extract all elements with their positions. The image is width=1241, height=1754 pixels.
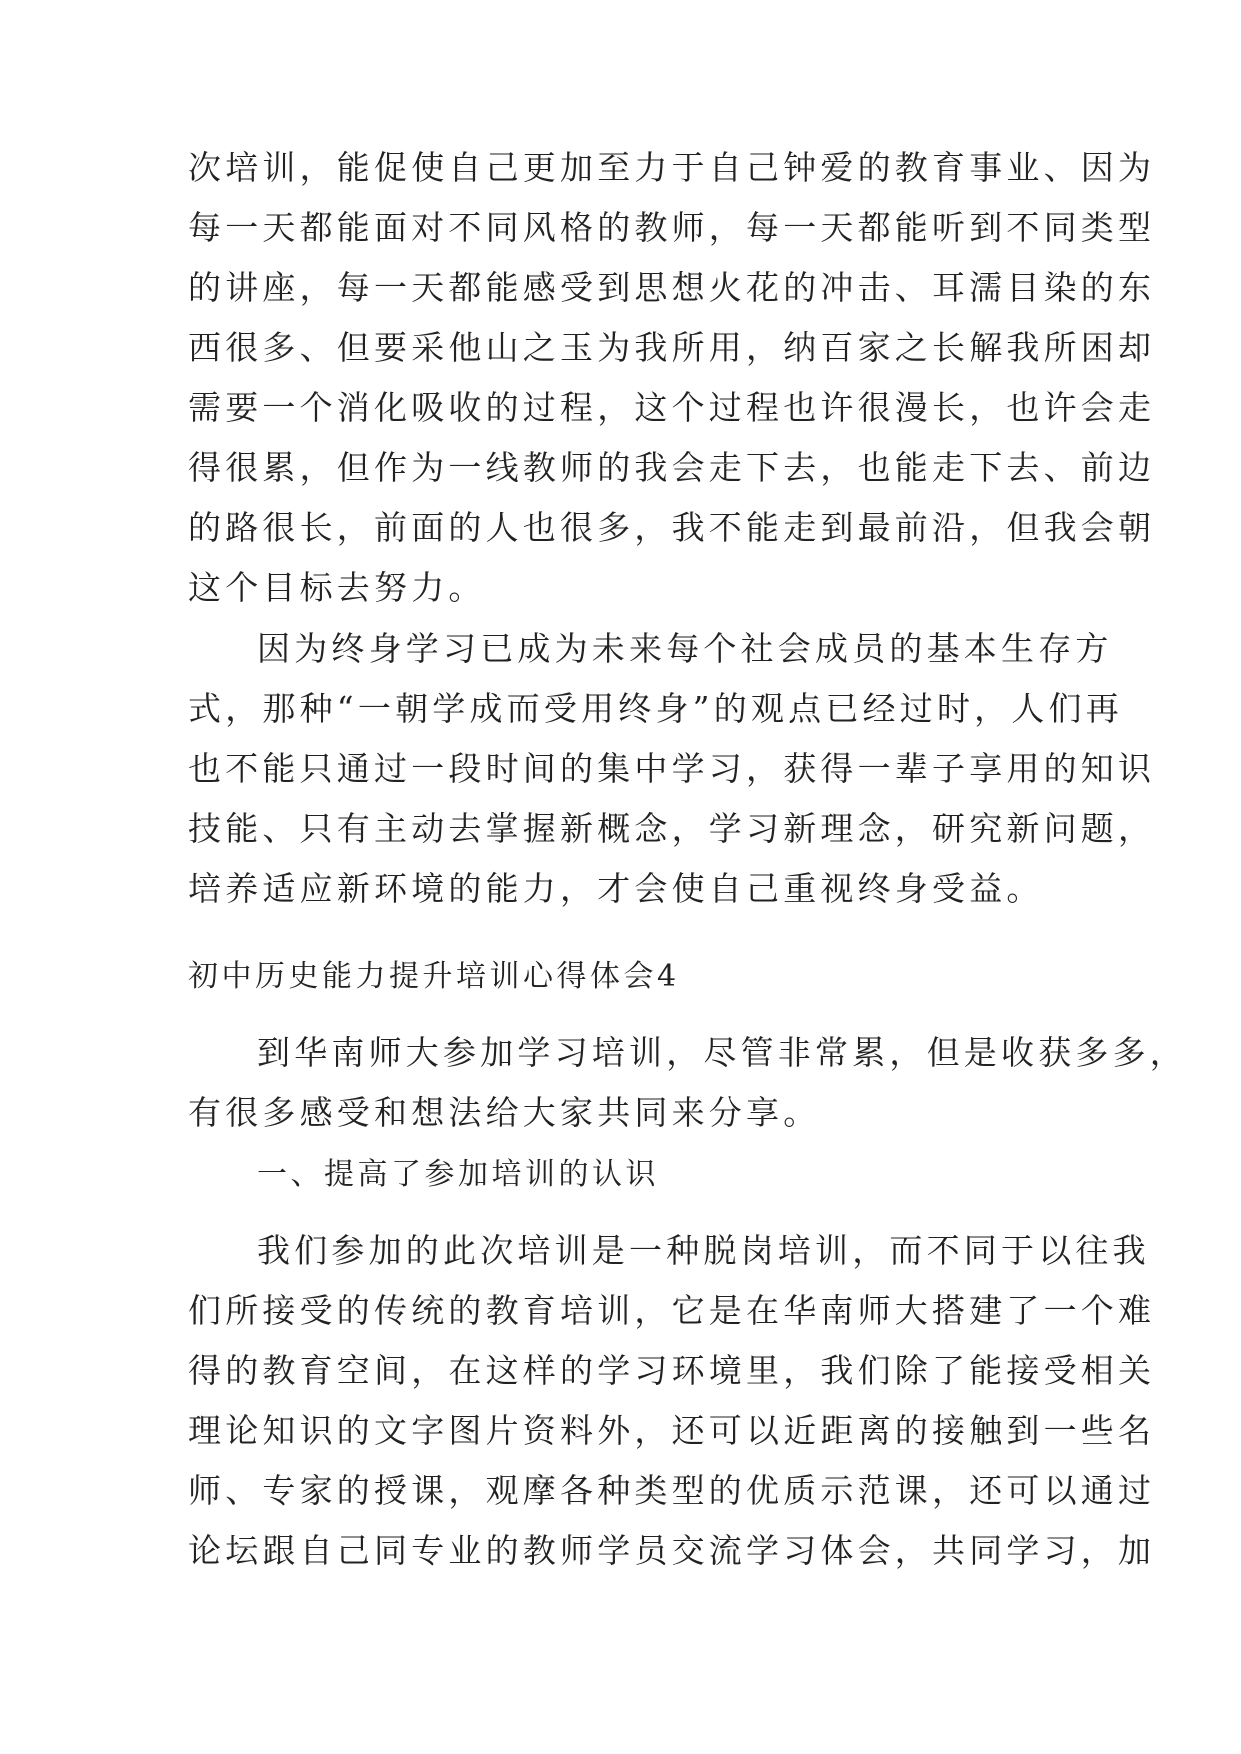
text-line: 需要一个消化吸收的过程，这个过程也许很漫长，也许会走	[188, 388, 1156, 427]
paragraph-intro	[188, 1023, 1187, 1143]
section-title-text: 初中历史能力提升培训心得体会4	[188, 959, 680, 994]
subheading	[188, 1145, 1088, 1205]
paragraph-training	[188, 1221, 1156, 1581]
text-line: 师、专家的授课，观摩各种类型的优质示范课，还可以通过	[188, 1471, 1156, 1510]
text-line: 得很累，但作为一线教师的我会走下去，也能走下去、前边	[188, 448, 1156, 487]
paragraph-lifelong-learning	[188, 619, 1156, 919]
text-line: 的讲座，每一天都能感受到思想火花的冲击、耳濡目染的东	[188, 268, 1156, 307]
text-line: 我们参加的此次培训是一种脱岗培训，而不同于以往我	[257, 1231, 1150, 1270]
section-title	[188, 947, 1088, 1007]
text-line: 们所接受的传统的教育培训，它是在华南师大搭建了一个难	[188, 1291, 1156, 1330]
text-line: 得的教育空间，在这样的学习环境里，我们除了能接受相关	[188, 1351, 1156, 1390]
paragraph-continued	[188, 138, 1156, 618]
text-line: 理论知识的文字图片资料外，还可以近距离的接触到一些名	[188, 1411, 1156, 1450]
text-line: 也不能只通过一段时间的集中学习，获得一辈子享用的知识	[188, 749, 1156, 788]
text-line: 论坛跟自己同专业的教师学员交流学习体会，共同学习，加	[188, 1531, 1156, 1570]
text-line: 有很多感受和想法给大家共同来分享。	[188, 1093, 821, 1132]
text-line: 这个目标去努力。	[188, 568, 486, 607]
subheading-text: 一、提高了参加培训的认识	[257, 1157, 659, 1192]
text-line: 培养适应新环境的能力，才会使自己重视终身受益。	[188, 869, 1044, 908]
text-line: 每一天都能面对不同风格的教师，每一天都能听到不同类型	[188, 208, 1156, 247]
text-line: 到华南师大参加学习培训，尽管非常累，但是收获多多，	[257, 1033, 1187, 1072]
text-line: 因为终身学习已成为未来每个社会成员的基本生存方	[257, 629, 1113, 668]
text-line: 次培训，能促使自己更加至力于自己钟爱的教育事业、因为	[188, 148, 1156, 187]
text-line: 西很多、但要采他山之玉为我所用，纳百家之长解我所困却	[188, 328, 1156, 367]
text-line: 技能、只有主动去掌握新概念，学习新理念，研究新问题，	[188, 809, 1156, 848]
text-line: 式，那种“一朝学成而受用终身”的观点已经过时，人们再	[188, 689, 1123, 728]
text-line: 的路很长，前面的人也很多，我不能走到最前沿，但我会朝	[188, 508, 1156, 547]
